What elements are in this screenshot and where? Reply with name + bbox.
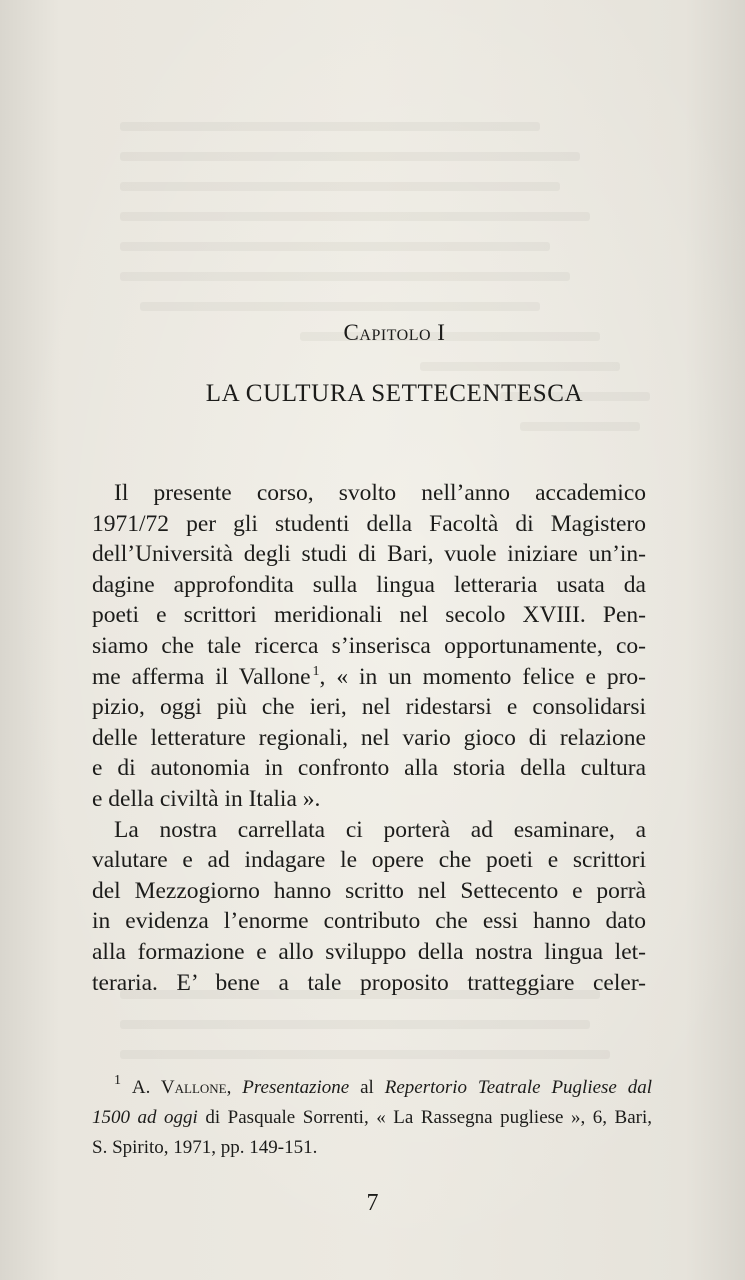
chapter-label: Capitolo I: [343, 320, 446, 345]
page-number: 7: [366, 1190, 379, 1216]
text-line: siamo che tale ricerca s’inserisca opportunamente, co-: [92, 632, 646, 659]
footnote-year-range: 1500 ad oggi: [92, 1107, 198, 1128]
text-line: 1971/72 per gli studenti della Facoltà di Magistero: [92, 510, 646, 537]
footnote-text: al: [360, 1077, 374, 1098]
text-line: alla formazione e allo sviluppo della nostra lingua let-: [92, 938, 646, 965]
footnote-line: [92, 1103, 652, 1133]
text-line: e di autonomia in confronto alla storia della cultura: [92, 755, 646, 782]
footnote-work: Presentazione: [242, 1077, 350, 1098]
footnote: [92, 1073, 652, 1163]
footnote-reference: 1: [312, 663, 320, 679]
text-line: del Mezzogiorno hanno scritto nel Settecento e porrà: [92, 877, 646, 904]
text-line: delle letterature regionali, nel vario gioco di relazione: [92, 724, 646, 751]
footnote-number: 1: [114, 1073, 121, 1088]
text-line: poeti e scrittori meridionali nel secolo XVIII. Pen-: [92, 602, 646, 629]
footnote-author: A. Vallone,: [131, 1077, 232, 1098]
text-line: teraria. E’ bene a tale proposito tratteggiare celer-: [92, 969, 646, 996]
footnote-repertorio: Repertorio Teatrale Pugliese dal: [384, 1077, 653, 1098]
text-line: Il presente corso, svolto nell’anno accademico: [114, 480, 646, 506]
footnote-line: [92, 1073, 652, 1103]
text-line: dagine approfondita sulla lingua letteraria usata da: [92, 571, 646, 598]
text-line: e della civiltà in Italia ».: [92, 785, 321, 812]
chapter-title: LA CULTURA SETTECENTESCA: [205, 380, 584, 407]
text-line: La nostra carrellata ci porterà ad esaminare, a: [114, 816, 646, 843]
text-line: in evidenza l’enorme contributo che essi hanno dato: [92, 908, 646, 935]
body-text: [92, 478, 646, 998]
footnote-line: S. Spirito, 1971, pp. 149-151.: [92, 1137, 318, 1158]
text-line: valutare e ad indagare le opere che poeti e scrittori: [92, 847, 646, 874]
text-line: dell’Università degli studi di Bari, vuole iniziare un’in-: [92, 541, 646, 568]
text-fragment: , « in un momento felice e pro-: [319, 663, 646, 690]
text-fragment: me afferma il Vallone: [92, 663, 311, 690]
text-line-with-footnote-ref: [92, 662, 646, 693]
text-line: pizio, oggi più che ieri, nel ridestarsi e consolidarsi: [92, 694, 646, 721]
footnote-text: di Pasquale Sorrenti, « La Rassegna pugliese », 6, Bari,: [205, 1107, 653, 1128]
